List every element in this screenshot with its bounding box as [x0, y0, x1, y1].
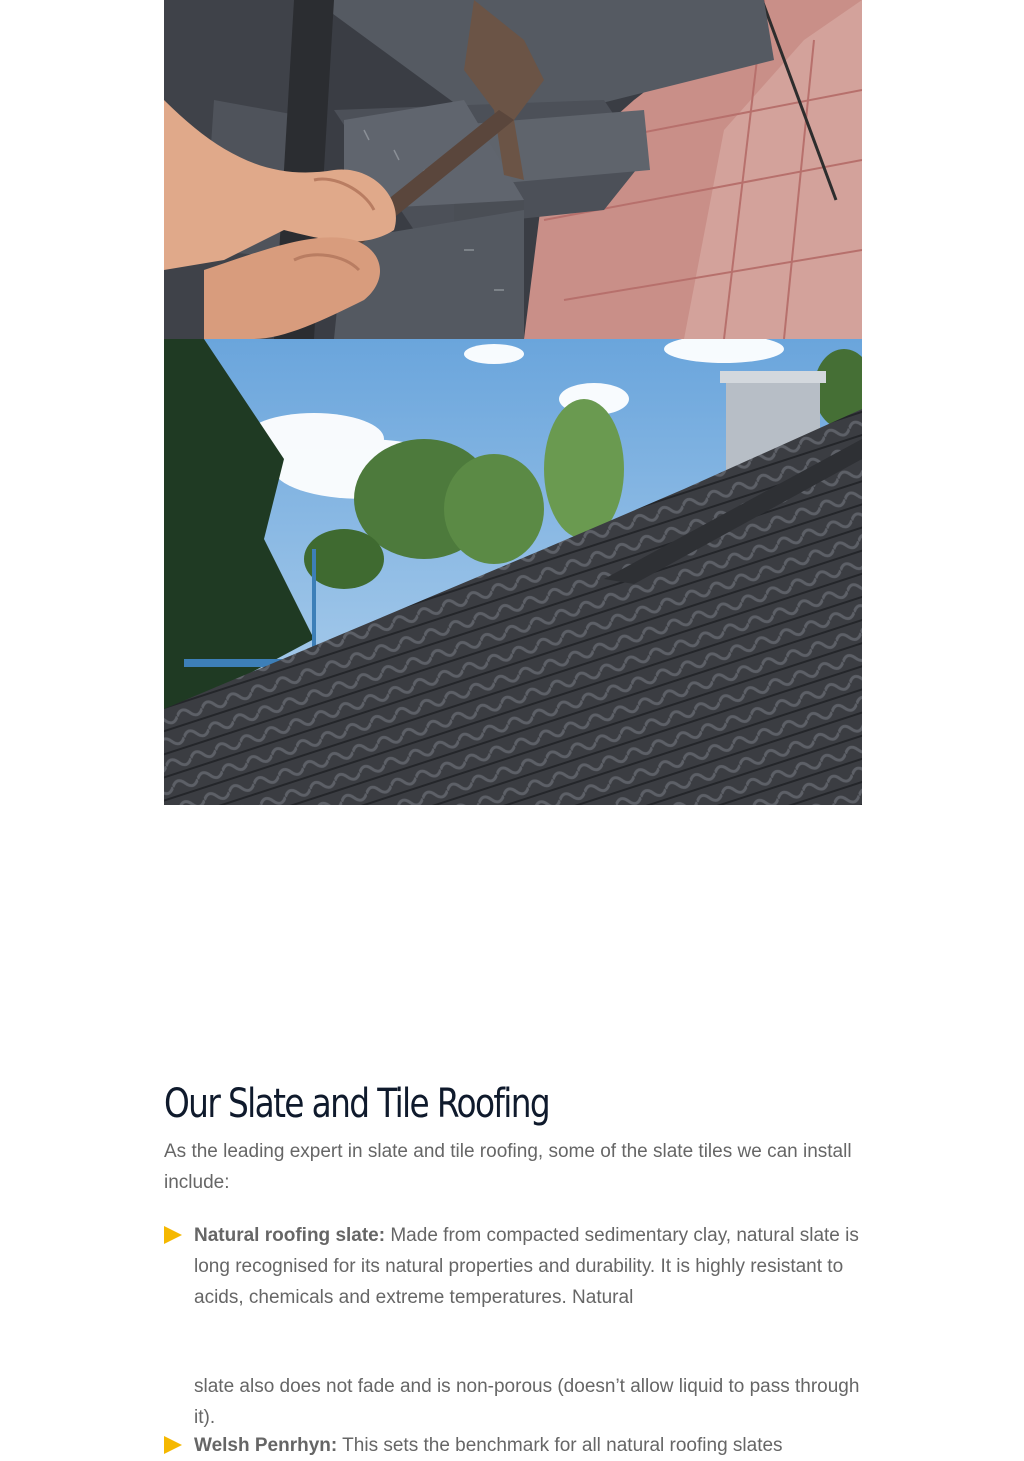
section-intro: As the leading expert in slate and tile roofing, some of the slate tiles we can install include:: [164, 1141, 852, 1193]
list-item-text: Made from compacted sedimentary clay, natural slate is long recognised for its natural properties and durability. It is highly resistant to acids, chemicals and extreme temperatures. Natural: [194, 1225, 859, 1308]
list-item-term: Welsh Penrhyn:: [194, 1435, 338, 1456]
tile-roof-photo: [164, 339, 862, 805]
play-triangle-icon: [164, 1436, 182, 1454]
list-item: [194, 1220, 862, 1313]
play-triangle-icon: [164, 1226, 182, 1244]
list-item-term: Natural roofing slate:: [194, 1225, 386, 1246]
list-item: [194, 1430, 862, 1461]
slate-roofer-photo: [164, 0, 862, 339]
list-item-continuation: [194, 1371, 862, 1433]
list-item-text: This sets the benchmark for all natural roofing slates: [342, 1435, 783, 1456]
section-title: Our Slate and Tile Roofing: [164, 1081, 550, 1127]
list-item-text: slate also does not fade and is non-porous (doesn’t allow liquid to pass through it).: [194, 1376, 860, 1428]
